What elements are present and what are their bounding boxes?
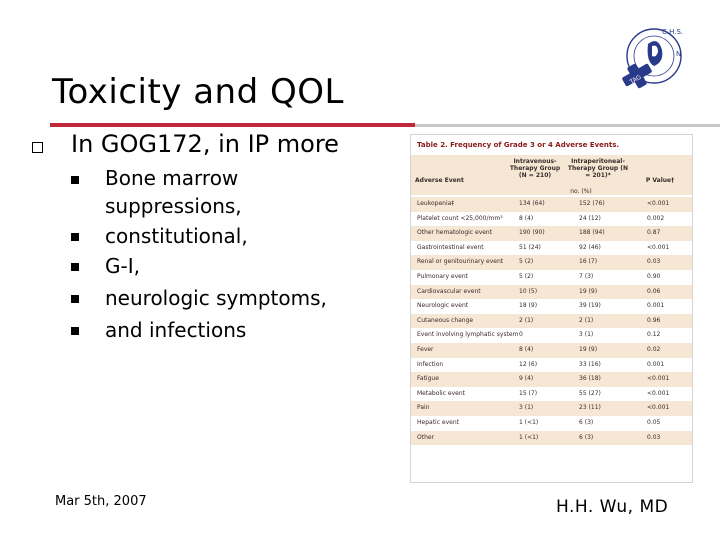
title-underline-red: [50, 123, 415, 127]
table-row: [411, 212, 692, 227]
slide-title: Toxicity and QOL: [52, 72, 344, 112]
table-cell: Pain: [417, 404, 430, 412]
table-cell: 134 (64): [519, 200, 545, 207]
filled-square-bullet-icon: [71, 233, 79, 241]
table-cell: 24 (12): [579, 214, 601, 222]
footer-author: H.H. Wu, MD: [556, 497, 669, 517]
table-header-cell: Adverse Event: [415, 177, 464, 184]
table-cell: 7 (3): [579, 273, 594, 280]
table-cell: <0.001: [647, 243, 670, 251]
table-cell: Leukopenia‡: [417, 200, 455, 207]
gynecologic-society-logo-icon: [618, 22, 688, 94]
table-cell: 39 (19): [579, 302, 601, 310]
table-cell: 16 (7): [579, 258, 598, 266]
table-row: [411, 285, 692, 300]
table-cell: 3 (1): [579, 331, 594, 339]
table-cell: 2 (1): [519, 316, 534, 324]
logo-arc-text: C.H.S.: [662, 28, 684, 36]
table-cell: 51 (24): [519, 243, 541, 251]
table-row: [411, 299, 692, 314]
table-cell: 5 (2): [519, 273, 534, 280]
sub-bullet-text: Bone marrow: [105, 166, 239, 190]
sub-bullet-text: G-I,: [105, 254, 140, 278]
table-cell: 18 (9): [519, 302, 538, 310]
table-cell: <0.001: [647, 389, 670, 397]
table-row: [411, 197, 692, 212]
table-row: [411, 372, 692, 387]
table-row: [411, 431, 692, 446]
table-cell: 188 (94): [579, 229, 605, 237]
table-cell: Fatigue: [417, 375, 439, 383]
table-row: [411, 416, 692, 431]
logo-letter-n: N: [676, 50, 682, 58]
table-cell: Neurologic event: [417, 302, 469, 310]
table-cell: Renal or genitourinary event: [417, 258, 504, 266]
table-cell: 0.02: [647, 346, 661, 353]
table-cell: Event involving lymphatic system: [417, 331, 519, 339]
table-row: [411, 358, 692, 373]
table-cell: 0.87: [647, 229, 661, 237]
table-cell: 1 (<1): [519, 433, 539, 441]
table-row: [411, 387, 692, 402]
table-row: [411, 401, 692, 416]
table-cell: Platelet count <25,000/mm³: [417, 214, 503, 222]
table-cell: 19 (9): [579, 346, 598, 353]
table-cell: 2 (1): [579, 316, 594, 324]
table-cell: <0.001: [647, 200, 670, 207]
table-cell: 1 (<1): [519, 419, 539, 426]
table-cell: 0.96: [647, 316, 661, 324]
table-cell: Cardiovascular event: [417, 287, 481, 295]
table-cell: 3 (1): [519, 404, 534, 412]
table-row: [411, 343, 692, 358]
table-cell: 0.06: [647, 287, 661, 295]
table-cell: 6 (3): [579, 419, 594, 426]
logo-lower-text: TAG: [628, 73, 643, 86]
filled-square-bullet-icon: [71, 263, 79, 271]
table-cell: Metabolic event: [417, 389, 466, 397]
table-header-cell: P Value†: [645, 177, 675, 184]
table-cell: Gastrointestinal event: [417, 243, 484, 251]
table-row: [411, 241, 692, 256]
table-cell: Other hematologic event: [417, 229, 493, 237]
table-cell: Infection: [417, 360, 444, 368]
table-cell: 8 (4): [519, 214, 534, 222]
table-cell: 0.90: [647, 273, 661, 280]
table-row: [411, 226, 692, 241]
table-cell: 10 (5): [519, 287, 538, 295]
table-cell: 0.03: [647, 433, 661, 441]
table-units: no. (%): [570, 188, 592, 195]
table-cell: 0.05: [647, 419, 661, 426]
table-cell: <0.001: [647, 404, 670, 412]
table-cell: Fever: [417, 346, 434, 353]
table-cell: 152 (76): [579, 200, 605, 207]
table-cell: 36 (18): [579, 375, 601, 383]
table-cell: 12 (6): [519, 360, 538, 368]
table-cell: 190 (90): [519, 229, 545, 237]
hollow-square-bullet-icon: [32, 142, 43, 153]
table-cell: 0.001: [647, 302, 665, 310]
sub-bullet-text: constitutional,: [105, 224, 248, 248]
table-header-cell: Intraperitoneal-Therapy Group (N = 201)*: [567, 158, 629, 179]
title-underline-gray: [415, 124, 720, 127]
table-cell: 55 (27): [579, 389, 601, 397]
filled-square-bullet-icon: [71, 295, 79, 303]
table-cell: Other: [417, 433, 435, 441]
table-cell: 8 (4): [519, 346, 534, 353]
main-bullet-text: In GOG172, in IP more: [71, 130, 339, 158]
sub-bullet-text: and infections: [105, 318, 247, 342]
filled-square-bullet-icon: [71, 327, 79, 335]
table-cell: 33 (16): [579, 360, 601, 368]
table-cell: 19 (9): [579, 287, 598, 295]
table-cell: 9 (4): [519, 375, 534, 383]
table-header: [411, 155, 692, 195]
table-row: [411, 314, 692, 329]
table-cell: 0.03: [647, 258, 661, 266]
table-cell: Cutaneous change: [417, 316, 474, 324]
table-cell: 0.001: [647, 360, 665, 368]
table-cell: 23 (11): [579, 404, 601, 412]
table-cell: <0.001: [647, 375, 670, 383]
table-cell: 6 (3): [579, 433, 594, 441]
table-cell: 0.002: [647, 214, 665, 222]
table-cell: 92 (46): [579, 243, 601, 251]
table-row: [411, 328, 692, 343]
table-cell: 0: [519, 331, 523, 339]
adverse-events-table: [410, 134, 693, 483]
table-row: [411, 270, 692, 285]
table-cell: 5 (2): [519, 258, 534, 266]
table-header-cell: Intravenous-Therapy Group (N = 210): [509, 158, 561, 179]
table-cell: 0.12: [647, 331, 661, 339]
table-title: Table 2. Frequency of Grade 3 or 4 Adverse Events.: [417, 141, 620, 149]
table-cell: Pulmonary event: [417, 273, 468, 280]
table-cell: 15 (7): [519, 389, 538, 397]
filled-square-bullet-icon: [71, 176, 79, 184]
sub-bullet-text: neurologic symptoms,: [105, 286, 327, 310]
table-row: [411, 255, 692, 270]
sub-bullet-text: suppressions,: [105, 194, 242, 218]
table-cell: Hepatic event: [417, 419, 460, 426]
footer-date: Mar 5th, 2007: [55, 494, 147, 509]
